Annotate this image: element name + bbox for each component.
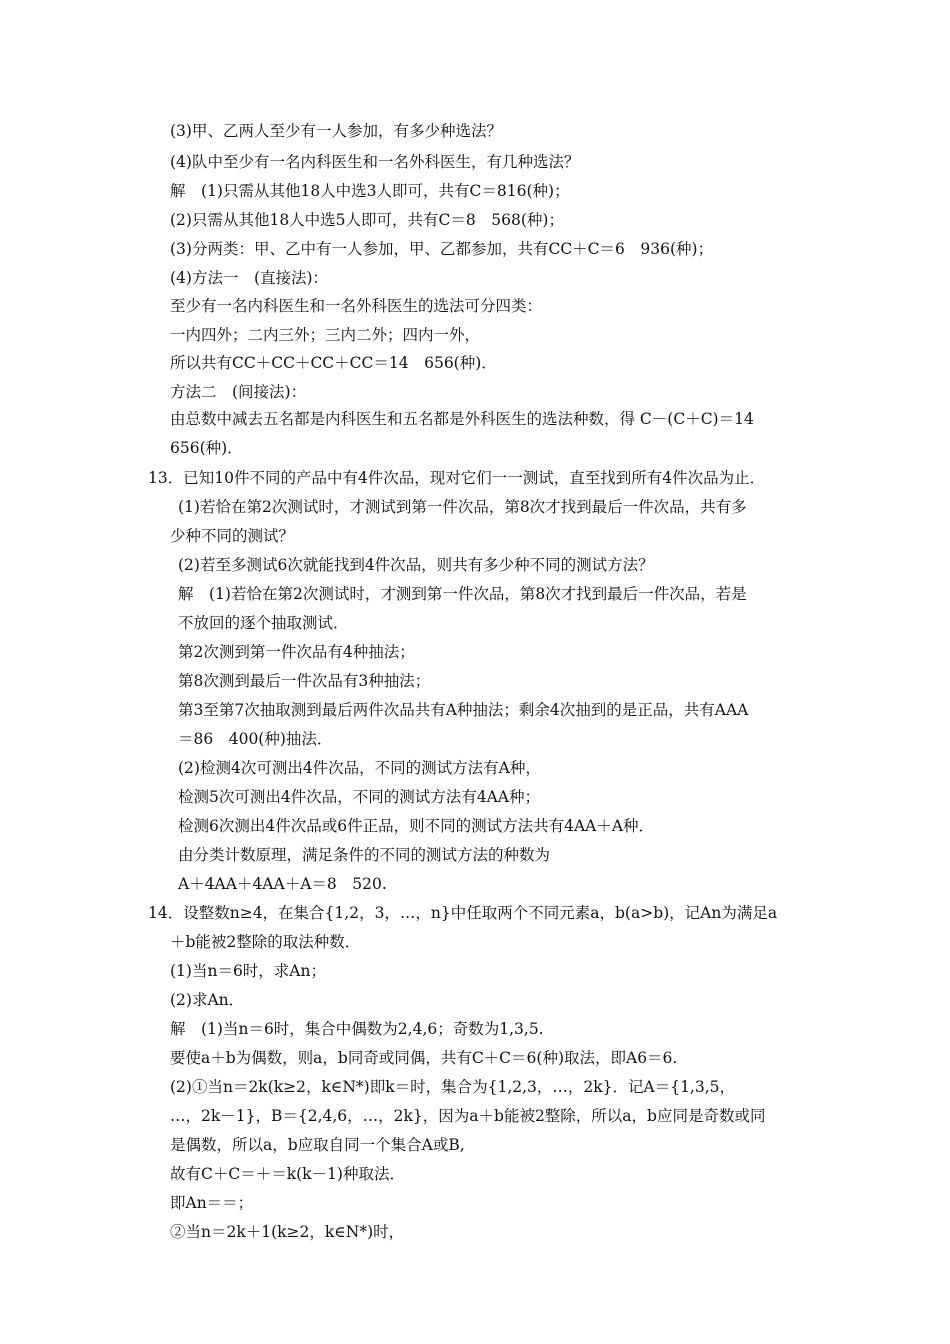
- text-line: (1)当n＝6时，求An；: [170, 962, 326, 980]
- text-line: 少种不同的测试？: [170, 527, 295, 545]
- text-line: 是偶数，所以a，b应取自同一个集合A或B,: [170, 1136, 465, 1154]
- text-line: …，2k－1}，B＝{2,4,6，…，2k}，因为a＋b能被2整除，所以a，b应同是奇数或同: [170, 1107, 766, 1125]
- text-line: 要使a＋b为偶数，则a，b同奇或同偶，共有C＋C＝6(种)取法，即A6＝6.: [170, 1049, 678, 1067]
- text-line: 解 (1)只需从其他18人中选3人即可，共有C＝816(种)；: [170, 182, 570, 200]
- text-line: 一内四外；二内三外；三内二外；四内一外，: [170, 326, 481, 344]
- text-line: (2)①当n＝2k(k≥2，k∈N*)即k＝时，集合为{1,2,3，…，2k}．记A＝{1,3,5，: [170, 1078, 736, 1096]
- text-line: ②当n＝2k＋1(k≥2，k∈N*)时，: [170, 1223, 405, 1241]
- text-line: 解 (1)当n＝6时，集合中偶数为2,4,6；奇数为1,3,5.: [170, 1020, 544, 1038]
- text-line: 方法二 (间接法)：: [170, 383, 307, 401]
- problem-14-statement: 14．设整数n≥4，在集合{1,2，3，…，n}中任取两个不同元素a，b(a>b)，记An为满足a: [148, 904, 778, 922]
- text-line: (2)检测4次可测出4件次品，不同的测试方法有A种，: [178, 759, 541, 777]
- text-line: A＋4AA＋4AA＋A＝8 520.: [178, 875, 387, 893]
- text-line: 不放回的逐个抽取测试．: [178, 614, 349, 632]
- text-line: (4)方法一 (直接法)：: [170, 269, 329, 287]
- text-line: 第2次测到第一件次品有4种抽法；: [178, 643, 415, 661]
- text-line: 检测6次测出4件次品或6件正品，则不同的测试方法共有4AA＋A种．: [178, 817, 655, 835]
- text-line: 即An＝＝；: [170, 1194, 254, 1212]
- text-line: (2)若至多测试6次就能找到4件次品，则共有多少种不同的测试方法？: [178, 556, 654, 574]
- text-line: (1)若恰在第2次测试时，才测试到第一件次品，第8次才找到最后一件次品，共有多: [178, 498, 747, 516]
- problem-13-statement: 13．已知10件不同的产品中有4件次品，现对它们一一测试，直至找到所有4件次品为止．: [148, 469, 766, 487]
- text-line: (2)只需从其他18人中选5人即可，共有C＝8 568(种)；: [170, 211, 564, 229]
- text-line: 所以共有CC＋CC＋CC＋CC＝14 656(种)．: [170, 354, 497, 372]
- text-line: 解 (1)若恰在第2次测试时，才测到第一件次品，第8次才找到最后一件次品，若是: [178, 585, 747, 603]
- text-line: 656(种)．: [170, 439, 243, 457]
- text-line: 至少有一名内科医生和一名外科医生的选法可分四类：: [170, 297, 543, 315]
- text-line: (3)分两类：甲、乙中有一人参加，甲、乙都参加，共有CC＋C＝6 936(种)；: [170, 240, 714, 258]
- text-line: 第3至第7次抽取测到最后两件次品共有A种抽法；剩余4次抽到的是正品，共有AAA: [178, 701, 749, 719]
- text-line: ＝86 400(种)抽法．: [178, 730, 333, 748]
- text-line: ＋b能被2整除的取法种数．: [170, 933, 361, 951]
- text-line: 由总数中减去五名都是内科医生和五名都是外科医生的选法种数，得 C－(C＋C)＝14: [170, 410, 754, 428]
- text-line: (3)甲、乙两人至少有一人参加，有多少种选法？: [170, 122, 502, 140]
- text-line: (2)求An．: [170, 991, 245, 1009]
- text-line: (4)队中至少有一名内科医生和一名外科医生，有几种选法？: [170, 153, 580, 171]
- text-line: 第8次测到最后一件次品有3种抽法；: [178, 672, 431, 690]
- text-line: 故有C＋C＝＋＝k(k－1)种取法．: [170, 1165, 405, 1183]
- text-line: 由分类计数原理，满足条件的不同的测试方法的种数为: [178, 846, 551, 864]
- text-line: 检测5次可测出4件次品，不同的测试方法有4AA种；: [178, 788, 540, 806]
